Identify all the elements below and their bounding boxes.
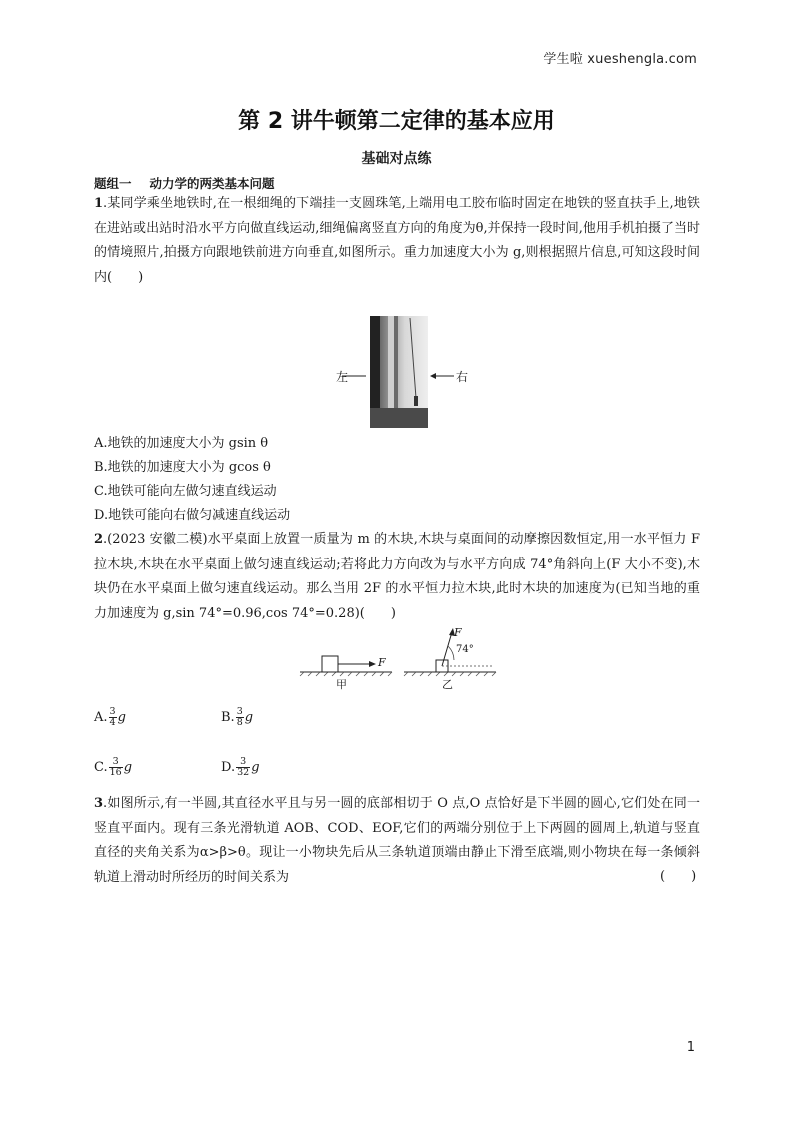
- q2-option-c: [94, 756, 132, 781]
- figure-right-label: 右: [456, 370, 469, 384]
- option-letter: D.: [221, 760, 236, 775]
- group-name: 动力学的两类基本问题: [149, 176, 275, 191]
- fraction: [236, 757, 250, 778]
- answer-bracket: ( ): [660, 869, 697, 884]
- figure-left-label: 左: [336, 370, 349, 384]
- figure-caption-a: 甲: [336, 678, 347, 691]
- fraction-numerator: 3: [236, 706, 243, 717]
- fraction: [236, 707, 244, 728]
- option-variable: g: [244, 710, 254, 725]
- q1-option-d: D.地铁可能向右做匀减速直线运动: [94, 508, 291, 523]
- option-letter: B.: [221, 710, 235, 725]
- group-heading: [94, 174, 275, 192]
- option-variable: g: [251, 760, 260, 775]
- question-text: .(2023 安徽二模)水平桌面上放置一质量为 m 的木块,木块与桌面间的动摩擦因数恒定,用一水平恒力 F 拉木块,木块在水平桌面上做匀速直线运动;若将此力方向改为与水平方向成 74°角斜向上(F 大小不变),木块仍在水平桌面上做匀速直线运动。那么当用 2F 的水平恒力拉木块,此时木块的加速度为(已知当地的重力加速度为 g,sin 74°=0.96,cos 74°=0.28)( ): [94, 532, 700, 621]
- question-number: 1: [94, 196, 104, 211]
- q2-option-b: [221, 706, 253, 731]
- option-variable: g: [123, 760, 133, 775]
- figure-caption-b: 乙: [442, 678, 453, 691]
- subway-photo-figure: [330, 312, 470, 432]
- question-number: 2: [94, 532, 104, 547]
- fraction-numerator: 3: [236, 757, 250, 768]
- fraction-denominator: 16: [109, 767, 122, 778]
- fraction-numerator: 3: [109, 757, 123, 768]
- fraction-denominator: 32: [237, 767, 250, 778]
- question-1: [94, 192, 700, 290]
- fraction-numerator: 3: [109, 706, 116, 717]
- subway-photo: [330, 312, 470, 432]
- q1-option-b: B.地铁的加速度大小为 gcos θ: [94, 460, 271, 475]
- question-text: .某同学乘坐地铁时,在一根细绳的下端挂一支圆珠笔,上端用电工胶布临时固定在地铁的竖直扶手上,地铁在进站或出站时沿水平方向做直线运动,细绳偏离竖直方向的角度为θ,并保持一段时间,他用手机拍摄了当时的情境照片,拍摄方向跟地铁前进方向垂直,如图所示。重力加速度大小为 g,则根据照片信息,可知这段时间内( ): [94, 196, 700, 285]
- site-watermark: 学生啦 xueshengla.com: [543, 52, 697, 67]
- fraction: [109, 757, 123, 778]
- section-subtitle: 基础对点练: [361, 151, 432, 167]
- fraction-denominator: 8: [236, 717, 243, 728]
- q2-option-a: [94, 706, 126, 731]
- fraction-denominator: 4: [109, 717, 116, 728]
- q2-option-d: [221, 756, 260, 781]
- question-3: [94, 792, 700, 890]
- force-label-a: F: [378, 656, 386, 669]
- page-number: 1: [686, 1040, 695, 1055]
- question-number: 3: [94, 796, 104, 811]
- q1-option-a: A.地铁的加速度大小为 gsin θ: [94, 436, 269, 451]
- option-letter: A.: [94, 710, 108, 725]
- option-variable: g: [117, 710, 126, 725]
- page-title: 第 2 讲牛顿第二定律的基本应用: [238, 109, 555, 134]
- group-label: 题组一: [94, 176, 132, 191]
- q1-option-c: C.地铁可能向左做匀速直线运动: [94, 484, 277, 499]
- force-diagrams: [296, 624, 506, 690]
- question-2: [94, 528, 700, 626]
- force-label-b: F: [454, 626, 462, 639]
- question-text: .如图所示,有一半圆,其直径水平且与另一圆的底部相切于 O 点,O 点恰好是下半圆的圆心,它们处在同一竖直平面内。现有三条光滑轨道 AOB、COD、EOF,它们的两端分别位于上下两圆的圆周上,轨道与竖直直径的夹角关系为α>β>θ。现让一小物块先后从三条轨道顶端由静止下滑至底端,则小物块在每一条倾斜轨道上滑动时所经历的时间关系为: [94, 796, 700, 885]
- fraction: [109, 707, 117, 728]
- angle-label: 74°: [456, 644, 474, 655]
- option-letter: C.: [94, 760, 108, 775]
- block-force-figure: [296, 624, 506, 690]
